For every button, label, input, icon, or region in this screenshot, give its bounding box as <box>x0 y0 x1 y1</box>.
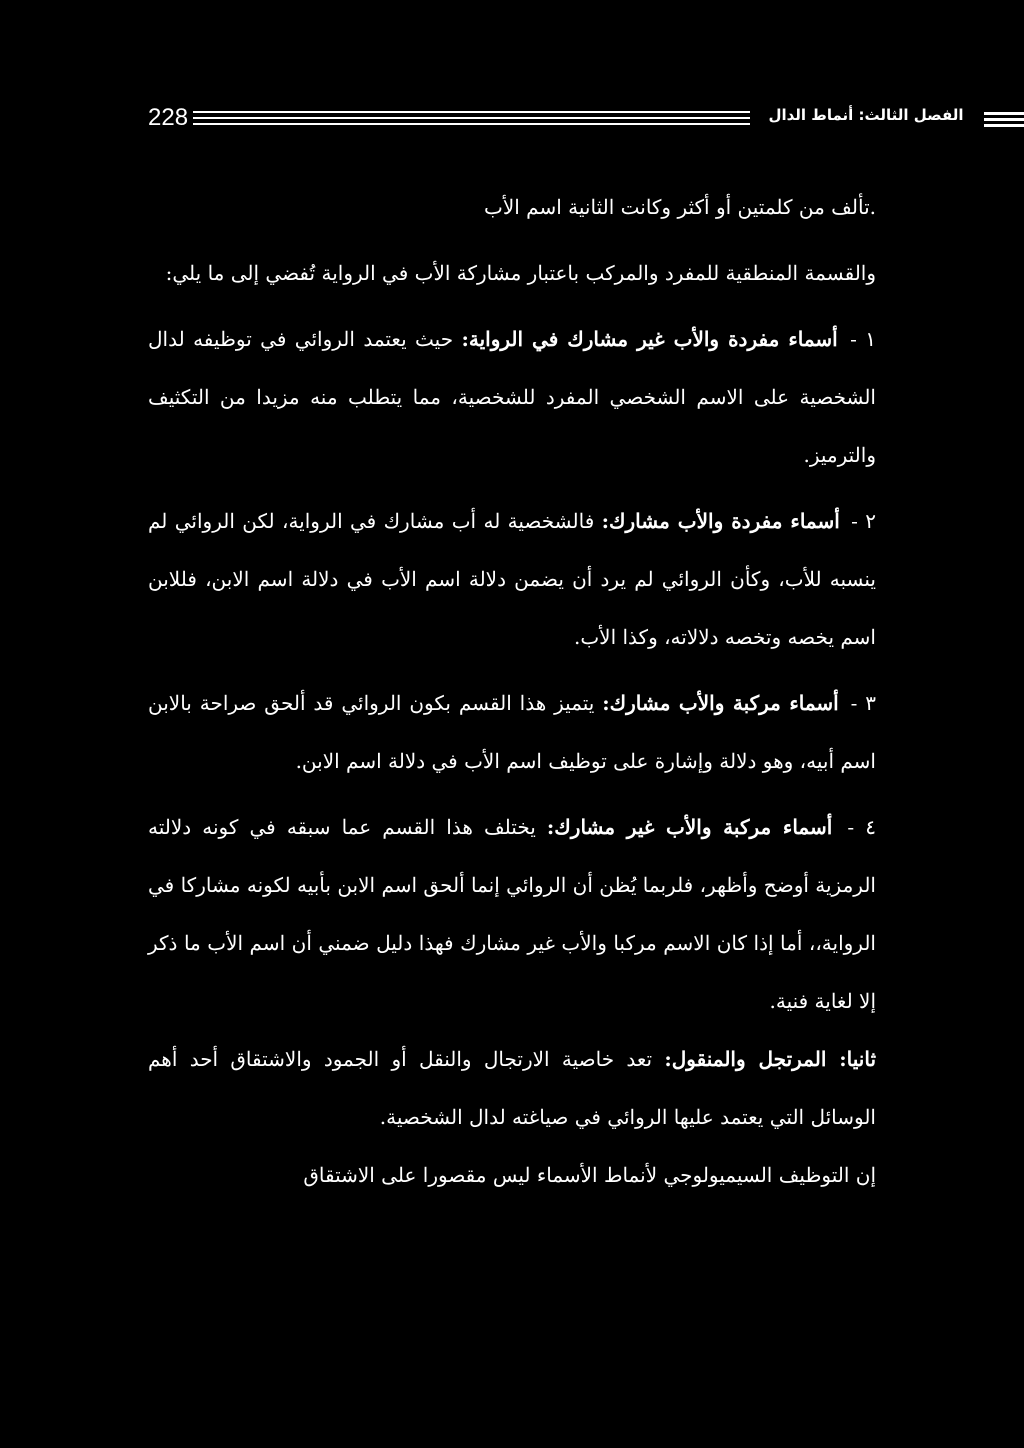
list-item-2 <box>148 492 876 666</box>
list-item-4-text: يختلف هذا القسم عما سبقه في كونه دلالته الرمزية أوضح وأظهر، فلربما يُظن أن الروائي إنما ألحق اسم الابن بأبيه لكونه مشاركا في الرواية،، أما إذا كان الاسم مركبا والأب غير مشارك فهذا دليل ضمني أن اسم الأب ما ذكر إلا لغاية فنية. <box>148 815 876 1013</box>
list-item-4-title: أسماء مركبة والأب غير مشارك: <box>546 815 833 839</box>
list-item-2-title: أسماء مفردة والأب مشارك: <box>601 509 840 533</box>
paragraph-last: إن التوظيف السيميولوجي لأنماط الأسماء ليس مقصورا على الاشتقاق <box>303 1163 876 1187</box>
list-item-2-text: فالشخصية له أب مشارك في الرواية، لكن الروائي لم ينسبه للأب، وكأن الروائي لم يرد أن يضمن دلالة اسم الأب في دلالة اسم الابن، فللابن اسم يخصه وتخصه دلالاته، وكذا الأب. <box>148 509 876 649</box>
list-item-2-number: ٢ - <box>851 509 877 533</box>
page-number: 228 <box>148 104 189 131</box>
header-rule-long <box>193 111 750 128</box>
list-item-1-text: حيث يعتمد الروائي في توظيفه لدال الشخصية على الاسم الشخصي المفرد للشخصية، مما يتطلب منه مزيدا من التكثيف والترميز. <box>148 327 876 467</box>
section-2-title: ثانيا: المرتجل والمنقول: <box>664 1047 877 1071</box>
page-header <box>148 100 964 140</box>
paragraph-division: والقسمة المنطقية للمفرد والمركب باعتبار مشاركة الأب في الرواية تُفضي إلى ما يلي: <box>165 261 876 285</box>
list-item-3-number: ٣ - <box>850 691 877 715</box>
section-2-text: تعد خاصية الارتجال والنقل أو الجمود والاشتقاق أحد أهم الوسائل التي يعتمد عليها الروائي في صياغته لدال الشخصية. <box>148 1047 876 1129</box>
list-item-1-title: أسماء مفردة والأب غير مشارك في الرواية: <box>461 327 838 351</box>
list-item-3-text: يتميز هذا القسم بكون الروائي قد ألحق صراحة بالابن اسم أبيه، وهو دلالة وإشارة على توظيف اسم الأب في دلالة اسم الابن. <box>148 691 876 773</box>
chapter-title: الفصل الثالث: أنماط الدال <box>768 106 964 124</box>
list-item-3 <box>148 674 876 790</box>
list-item-1-number: ١ - <box>850 327 877 351</box>
paragraph-intro-end: .تألف من كلمتين أو أكثر وكانت الثانية اسم الأب <box>484 195 876 219</box>
list-item-4-number: ٤ - <box>847 815 877 839</box>
list-item-4 <box>148 798 876 1030</box>
section-2-paragraph <box>148 1030 876 1146</box>
list-item-1 <box>148 310 876 484</box>
header-rule-short <box>984 112 1024 129</box>
list-item-3-title: أسماء مركبة والأب مشارك: <box>602 691 839 715</box>
body-text <box>148 178 876 1204</box>
